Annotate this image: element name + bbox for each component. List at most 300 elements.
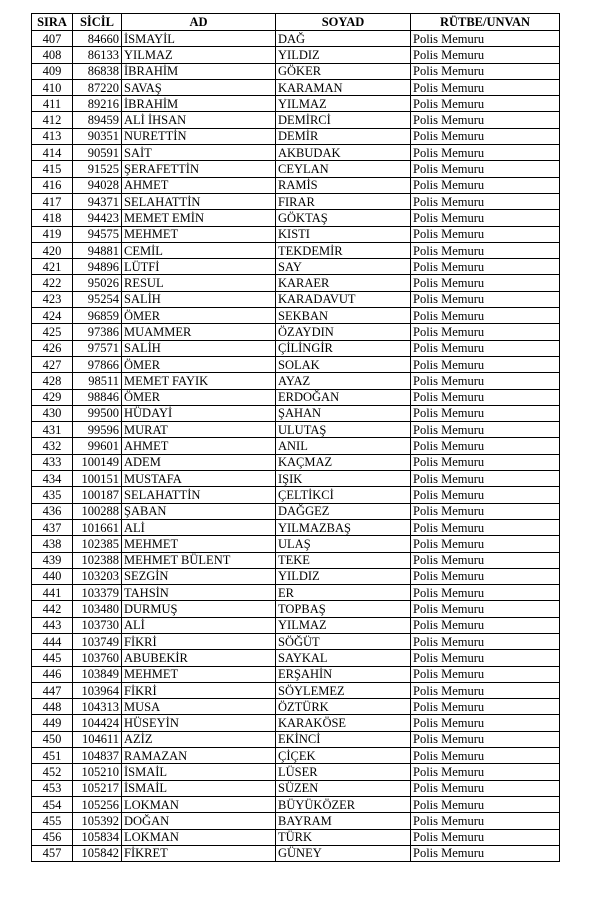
cell-ad: FİKRİ [122, 633, 276, 649]
cell-soyad: ER [276, 585, 411, 601]
cell-soyad: ÖZAYDIN [276, 324, 411, 340]
table-row [32, 96, 560, 112]
cell-soyad: ERŞAHİN [276, 666, 411, 682]
table-row [32, 112, 560, 128]
cell-rutbe: Polis Memuru [411, 259, 560, 275]
table-row [32, 161, 560, 177]
cell-sira: 452 [32, 764, 73, 780]
cell-rutbe: Polis Memuru [411, 519, 560, 535]
table-row [32, 47, 560, 63]
cell-rutbe: Polis Memuru [411, 454, 560, 470]
cell-soyad: RAMİS [276, 177, 411, 193]
cell-sicil: 84660 [73, 31, 122, 47]
cell-ad: MUSTAFA [122, 471, 276, 487]
cell-ad: SALİH [122, 340, 276, 356]
cell-rutbe: Polis Memuru [411, 731, 560, 747]
cell-ad: İBRAHİM [122, 63, 276, 79]
table-row [32, 177, 560, 193]
cell-ad: ABUBEKİR [122, 650, 276, 666]
cell-sira: 410 [32, 79, 73, 95]
table-row [32, 226, 560, 242]
cell-soyad: YILDIZ [276, 568, 411, 584]
cell-sicil: 96859 [73, 308, 122, 324]
cell-ad: MEMET FAYIK [122, 373, 276, 389]
cell-rutbe: Polis Memuru [411, 128, 560, 144]
cell-soyad: ERDOĞAN [276, 389, 411, 405]
cell-ad: ŞERAFETTİN [122, 161, 276, 177]
cell-ad: ADEM [122, 454, 276, 470]
cell-sira: 422 [32, 275, 73, 291]
cell-soyad: KARAMAN [276, 79, 411, 95]
header-rutbe: RÜTBE/UNVAN [411, 14, 560, 31]
cell-ad: FİKRET [122, 845, 276, 861]
cell-rutbe: Polis Memuru [411, 796, 560, 812]
cell-ad: TAHSİN [122, 585, 276, 601]
cell-ad: ALİ İHSAN [122, 112, 276, 128]
table-row [32, 389, 560, 405]
cell-rutbe: Polis Memuru [411, 226, 560, 242]
cell-soyad: DEMİR [276, 128, 411, 144]
table-row [32, 552, 560, 568]
cell-sicil: 105834 [73, 829, 122, 845]
table-row [32, 422, 560, 438]
cell-sira: 455 [32, 813, 73, 829]
cell-rutbe: Polis Memuru [411, 308, 560, 324]
cell-sicil: 103480 [73, 601, 122, 617]
cell-sicil: 103730 [73, 617, 122, 633]
cell-sicil: 99500 [73, 405, 122, 421]
table-row [32, 193, 560, 209]
table-row [32, 585, 560, 601]
cell-sira: 417 [32, 193, 73, 209]
cell-sira: 412 [32, 112, 73, 128]
cell-sira: 411 [32, 96, 73, 112]
cell-soyad: ŞAHAN [276, 405, 411, 421]
cell-soyad: GÜNEY [276, 845, 411, 861]
cell-sira: 426 [32, 340, 73, 356]
table-row [32, 454, 560, 470]
cell-rutbe: Polis Memuru [411, 340, 560, 356]
cell-ad: ALİ [122, 519, 276, 535]
cell-sira: 435 [32, 487, 73, 503]
cell-sira: 419 [32, 226, 73, 242]
table-row [32, 780, 560, 796]
cell-sira: 453 [32, 780, 73, 796]
cell-sira: 450 [32, 731, 73, 747]
cell-sira: 457 [32, 845, 73, 861]
cell-ad: DURMUŞ [122, 601, 276, 617]
cell-ad: SAİT [122, 145, 276, 161]
cell-sicil: 98846 [73, 389, 122, 405]
cell-soyad: DAĞ [276, 31, 411, 47]
table-row [32, 813, 560, 829]
cell-sicil: 89459 [73, 112, 122, 128]
cell-ad: İSMAİL [122, 764, 276, 780]
cell-sira: 451 [32, 748, 73, 764]
cell-sicil: 95026 [73, 275, 122, 291]
cell-rutbe: Polis Memuru [411, 780, 560, 796]
cell-soyad: KAÇMAZ [276, 454, 411, 470]
table-row [32, 829, 560, 845]
cell-rutbe: Polis Memuru [411, 145, 560, 161]
cell-sicil: 94371 [73, 193, 122, 209]
table-row [32, 308, 560, 324]
cell-sicil: 94028 [73, 177, 122, 193]
table-row [32, 405, 560, 421]
cell-rutbe: Polis Memuru [411, 438, 560, 454]
cell-soyad: KARADAVUT [276, 291, 411, 307]
cell-soyad: KARAER [276, 275, 411, 291]
cell-sicil: 104611 [73, 731, 122, 747]
cell-soyad: ULAŞ [276, 536, 411, 552]
cell-ad: İBRAHİM [122, 96, 276, 112]
cell-soyad: KISTI [276, 226, 411, 242]
table-row [32, 715, 560, 731]
cell-ad: SAVAŞ [122, 79, 276, 95]
cell-soyad: SAYKAL [276, 650, 411, 666]
table-row [32, 291, 560, 307]
cell-sicil: 91525 [73, 161, 122, 177]
cell-ad: RAMAZAN [122, 748, 276, 764]
cell-ad: MUSA [122, 699, 276, 715]
cell-sicil: 100151 [73, 471, 122, 487]
table-row [32, 356, 560, 372]
table-row [32, 503, 560, 519]
cell-soyad: YILMAZ [276, 617, 411, 633]
cell-sicil: 105842 [73, 845, 122, 861]
cell-soyad: ÇİÇEK [276, 748, 411, 764]
cell-sira: 430 [32, 405, 73, 421]
cell-ad: İSMAİL [122, 780, 276, 796]
document-page [31, 13, 559, 862]
cell-sicil: 103760 [73, 650, 122, 666]
cell-soyad: ÇELTİKCİ [276, 487, 411, 503]
cell-ad: AZİZ [122, 731, 276, 747]
cell-rutbe: Polis Memuru [411, 568, 560, 584]
table-row [32, 748, 560, 764]
cell-sicil: 104313 [73, 699, 122, 715]
cell-ad: FİKRİ [122, 682, 276, 698]
table-row [32, 601, 560, 617]
cell-ad: MEHMET [122, 536, 276, 552]
personnel-table [31, 13, 560, 862]
table-row [32, 536, 560, 552]
cell-ad: LÜTFİ [122, 259, 276, 275]
cell-soyad: YILDIZ [276, 47, 411, 63]
cell-sira: 413 [32, 128, 73, 144]
cell-ad: LOKMAN [122, 796, 276, 812]
table-row [32, 796, 560, 812]
cell-rutbe: Polis Memuru [411, 291, 560, 307]
table-row [32, 682, 560, 698]
cell-ad: AHMET [122, 177, 276, 193]
header-sicil: SİCİL [73, 14, 122, 31]
cell-soyad: LÜSER [276, 764, 411, 780]
cell-soyad: GÖKER [276, 63, 411, 79]
table-body [32, 31, 560, 862]
cell-ad: ÖMER [122, 356, 276, 372]
cell-rutbe: Polis Memuru [411, 177, 560, 193]
cell-soyad: EKİNCİ [276, 731, 411, 747]
cell-sira: 429 [32, 389, 73, 405]
cell-sira: 418 [32, 210, 73, 226]
table-row [32, 731, 560, 747]
cell-rutbe: Polis Memuru [411, 699, 560, 715]
table-row [32, 242, 560, 258]
cell-rutbe: Polis Memuru [411, 373, 560, 389]
cell-rutbe: Polis Memuru [411, 210, 560, 226]
cell-ad: İSMAYİL [122, 31, 276, 47]
cell-soyad: ANIL [276, 438, 411, 454]
cell-sira: 408 [32, 47, 73, 63]
cell-rutbe: Polis Memuru [411, 47, 560, 63]
cell-soyad: KARAKÖSE [276, 715, 411, 731]
cell-rutbe: Polis Memuru [411, 487, 560, 503]
cell-soyad: DEMİRCİ [276, 112, 411, 128]
table-row [32, 275, 560, 291]
cell-sicil: 104424 [73, 715, 122, 731]
cell-sicil: 86133 [73, 47, 122, 63]
table-row [32, 210, 560, 226]
cell-sicil: 105210 [73, 764, 122, 780]
cell-soyad: TEKDEMİR [276, 242, 411, 258]
cell-ad: AHMET [122, 438, 276, 454]
cell-sicil: 97866 [73, 356, 122, 372]
cell-rutbe: Polis Memuru [411, 764, 560, 780]
cell-sira: 449 [32, 715, 73, 731]
table-row [32, 471, 560, 487]
table-row [32, 63, 560, 79]
cell-rutbe: Polis Memuru [411, 79, 560, 95]
cell-rutbe: Polis Memuru [411, 748, 560, 764]
cell-soyad: SAY [276, 259, 411, 275]
cell-rutbe: Polis Memuru [411, 63, 560, 79]
cell-sira: 428 [32, 373, 73, 389]
cell-rutbe: Polis Memuru [411, 813, 560, 829]
cell-sicil: 90351 [73, 128, 122, 144]
cell-sicil: 89216 [73, 96, 122, 112]
cell-sira: 442 [32, 601, 73, 617]
table-row [32, 145, 560, 161]
table-row [32, 633, 560, 649]
cell-sira: 420 [32, 242, 73, 258]
cell-sicil: 100149 [73, 454, 122, 470]
cell-ad: SELAHATTİN [122, 193, 276, 209]
cell-sira: 407 [32, 31, 73, 47]
cell-ad: NURETTİN [122, 128, 276, 144]
table-row [32, 845, 560, 861]
cell-sira: 416 [32, 177, 73, 193]
cell-soyad: BAYRAM [276, 813, 411, 829]
cell-sicil: 98511 [73, 373, 122, 389]
cell-ad: MEHMET [122, 666, 276, 682]
cell-sicil: 104837 [73, 748, 122, 764]
cell-ad: ŞABAN [122, 503, 276, 519]
cell-soyad: AKBUDAK [276, 145, 411, 161]
cell-rutbe: Polis Memuru [411, 829, 560, 845]
cell-sira: 409 [32, 63, 73, 79]
cell-sira: 444 [32, 633, 73, 649]
cell-sicil: 103849 [73, 666, 122, 682]
cell-rutbe: Polis Memuru [411, 422, 560, 438]
cell-sira: 432 [32, 438, 73, 454]
table-row [32, 666, 560, 682]
cell-sicil: 97386 [73, 324, 122, 340]
cell-ad: MEHMET [122, 226, 276, 242]
cell-sicil: 100288 [73, 503, 122, 519]
cell-sicil: 103749 [73, 633, 122, 649]
cell-soyad: YILMAZ [276, 96, 411, 112]
cell-rutbe: Polis Memuru [411, 585, 560, 601]
cell-soyad: SÖYLEMEZ [276, 682, 411, 698]
cell-rutbe: Polis Memuru [411, 536, 560, 552]
cell-sira: 448 [32, 699, 73, 715]
cell-ad: SALİH [122, 291, 276, 307]
table-row [32, 568, 560, 584]
cell-sicil: 105217 [73, 780, 122, 796]
cell-sira: 431 [32, 422, 73, 438]
cell-soyad: TÜRK [276, 829, 411, 845]
cell-sira: 456 [32, 829, 73, 845]
cell-soyad: FIRAR [276, 193, 411, 209]
cell-sicil: 90591 [73, 145, 122, 161]
cell-rutbe: Polis Memuru [411, 682, 560, 698]
cell-ad: YILMAZ [122, 47, 276, 63]
table-row [32, 650, 560, 666]
cell-sira: 436 [32, 503, 73, 519]
cell-soyad: DAĞGEZ [276, 503, 411, 519]
header-ad: AD [122, 14, 276, 31]
table-row [32, 128, 560, 144]
cell-soyad: SOLAK [276, 356, 411, 372]
cell-sicil: 94423 [73, 210, 122, 226]
cell-sira: 423 [32, 291, 73, 307]
cell-sira: 415 [32, 161, 73, 177]
cell-sicil: 105256 [73, 796, 122, 812]
table-row [32, 259, 560, 275]
table-row [32, 487, 560, 503]
cell-rutbe: Polis Memuru [411, 405, 560, 421]
cell-ad: MUAMMER [122, 324, 276, 340]
cell-soyad: YILMAZBAŞ [276, 519, 411, 535]
cell-ad: ÖMER [122, 389, 276, 405]
cell-rutbe: Polis Memuru [411, 356, 560, 372]
cell-rutbe: Polis Memuru [411, 275, 560, 291]
cell-sicil: 97571 [73, 340, 122, 356]
cell-ad: HÜSEYİN [122, 715, 276, 731]
cell-sicil: 94575 [73, 226, 122, 242]
table-row [32, 31, 560, 47]
table-row [32, 373, 560, 389]
cell-rutbe: Polis Memuru [411, 161, 560, 177]
cell-sira: 421 [32, 259, 73, 275]
cell-sira: 440 [32, 568, 73, 584]
cell-rutbe: Polis Memuru [411, 31, 560, 47]
cell-sira: 424 [32, 308, 73, 324]
cell-rutbe: Polis Memuru [411, 715, 560, 731]
cell-sicil: 101661 [73, 519, 122, 535]
cell-ad: LOKMAN [122, 829, 276, 845]
cell-sira: 445 [32, 650, 73, 666]
cell-sicil: 100187 [73, 487, 122, 503]
cell-sicil: 94881 [73, 242, 122, 258]
cell-ad: HÜDAYİ [122, 405, 276, 421]
cell-sira: 437 [32, 519, 73, 535]
cell-ad: ALİ [122, 617, 276, 633]
cell-soyad: ULUTAŞ [276, 422, 411, 438]
cell-sicil: 99596 [73, 422, 122, 438]
cell-ad: MEMET EMİN [122, 210, 276, 226]
cell-ad: MURAT [122, 422, 276, 438]
cell-rutbe: Polis Memuru [411, 324, 560, 340]
cell-sicil: 86838 [73, 63, 122, 79]
cell-sicil: 102385 [73, 536, 122, 552]
cell-rutbe: Polis Memuru [411, 112, 560, 128]
cell-rutbe: Polis Memuru [411, 193, 560, 209]
cell-ad: CEMİL [122, 242, 276, 258]
cell-rutbe: Polis Memuru [411, 96, 560, 112]
cell-sira: 443 [32, 617, 73, 633]
cell-ad: ÖMER [122, 308, 276, 324]
cell-sira: 425 [32, 324, 73, 340]
cell-rutbe: Polis Memuru [411, 503, 560, 519]
cell-sira: 454 [32, 796, 73, 812]
table-row [32, 79, 560, 95]
table-row [32, 764, 560, 780]
table-row [32, 519, 560, 535]
cell-ad: SELAHATTİN [122, 487, 276, 503]
cell-soyad: BÜYÜKÖZER [276, 796, 411, 812]
cell-sicil: 87220 [73, 79, 122, 95]
cell-rutbe: Polis Memuru [411, 552, 560, 568]
cell-sicil: 102388 [73, 552, 122, 568]
header-sira: SIRA [32, 14, 73, 31]
cell-sira: 434 [32, 471, 73, 487]
cell-sicil: 95254 [73, 291, 122, 307]
table-row [32, 438, 560, 454]
cell-soyad: IŞIK [276, 471, 411, 487]
cell-sicil: 103379 [73, 585, 122, 601]
cell-sicil: 103203 [73, 568, 122, 584]
cell-rutbe: Polis Memuru [411, 601, 560, 617]
cell-sira: 438 [32, 536, 73, 552]
cell-ad: SEZGİN [122, 568, 276, 584]
header-row [32, 14, 560, 31]
cell-rutbe: Polis Memuru [411, 471, 560, 487]
cell-rutbe: Polis Memuru [411, 633, 560, 649]
cell-soyad: ÖZTÜRK [276, 699, 411, 715]
cell-ad: RESUL [122, 275, 276, 291]
cell-sira: 427 [32, 356, 73, 372]
cell-rutbe: Polis Memuru [411, 389, 560, 405]
cell-soyad: ÇİLİNGİR [276, 340, 411, 356]
cell-ad: MEHMET BÜLENT [122, 552, 276, 568]
table-row [32, 324, 560, 340]
cell-sicil: 103964 [73, 682, 122, 698]
cell-sicil: 105392 [73, 813, 122, 829]
cell-sira: 414 [32, 145, 73, 161]
cell-soyad: TEKE [276, 552, 411, 568]
cell-sira: 447 [32, 682, 73, 698]
cell-sicil: 99601 [73, 438, 122, 454]
cell-soyad: SEKBAN [276, 308, 411, 324]
cell-sicil: 94896 [73, 259, 122, 275]
cell-soyad: CEYLAN [276, 161, 411, 177]
table-row [32, 340, 560, 356]
cell-ad: DOĞAN [122, 813, 276, 829]
cell-rutbe: Polis Memuru [411, 650, 560, 666]
cell-sira: 441 [32, 585, 73, 601]
